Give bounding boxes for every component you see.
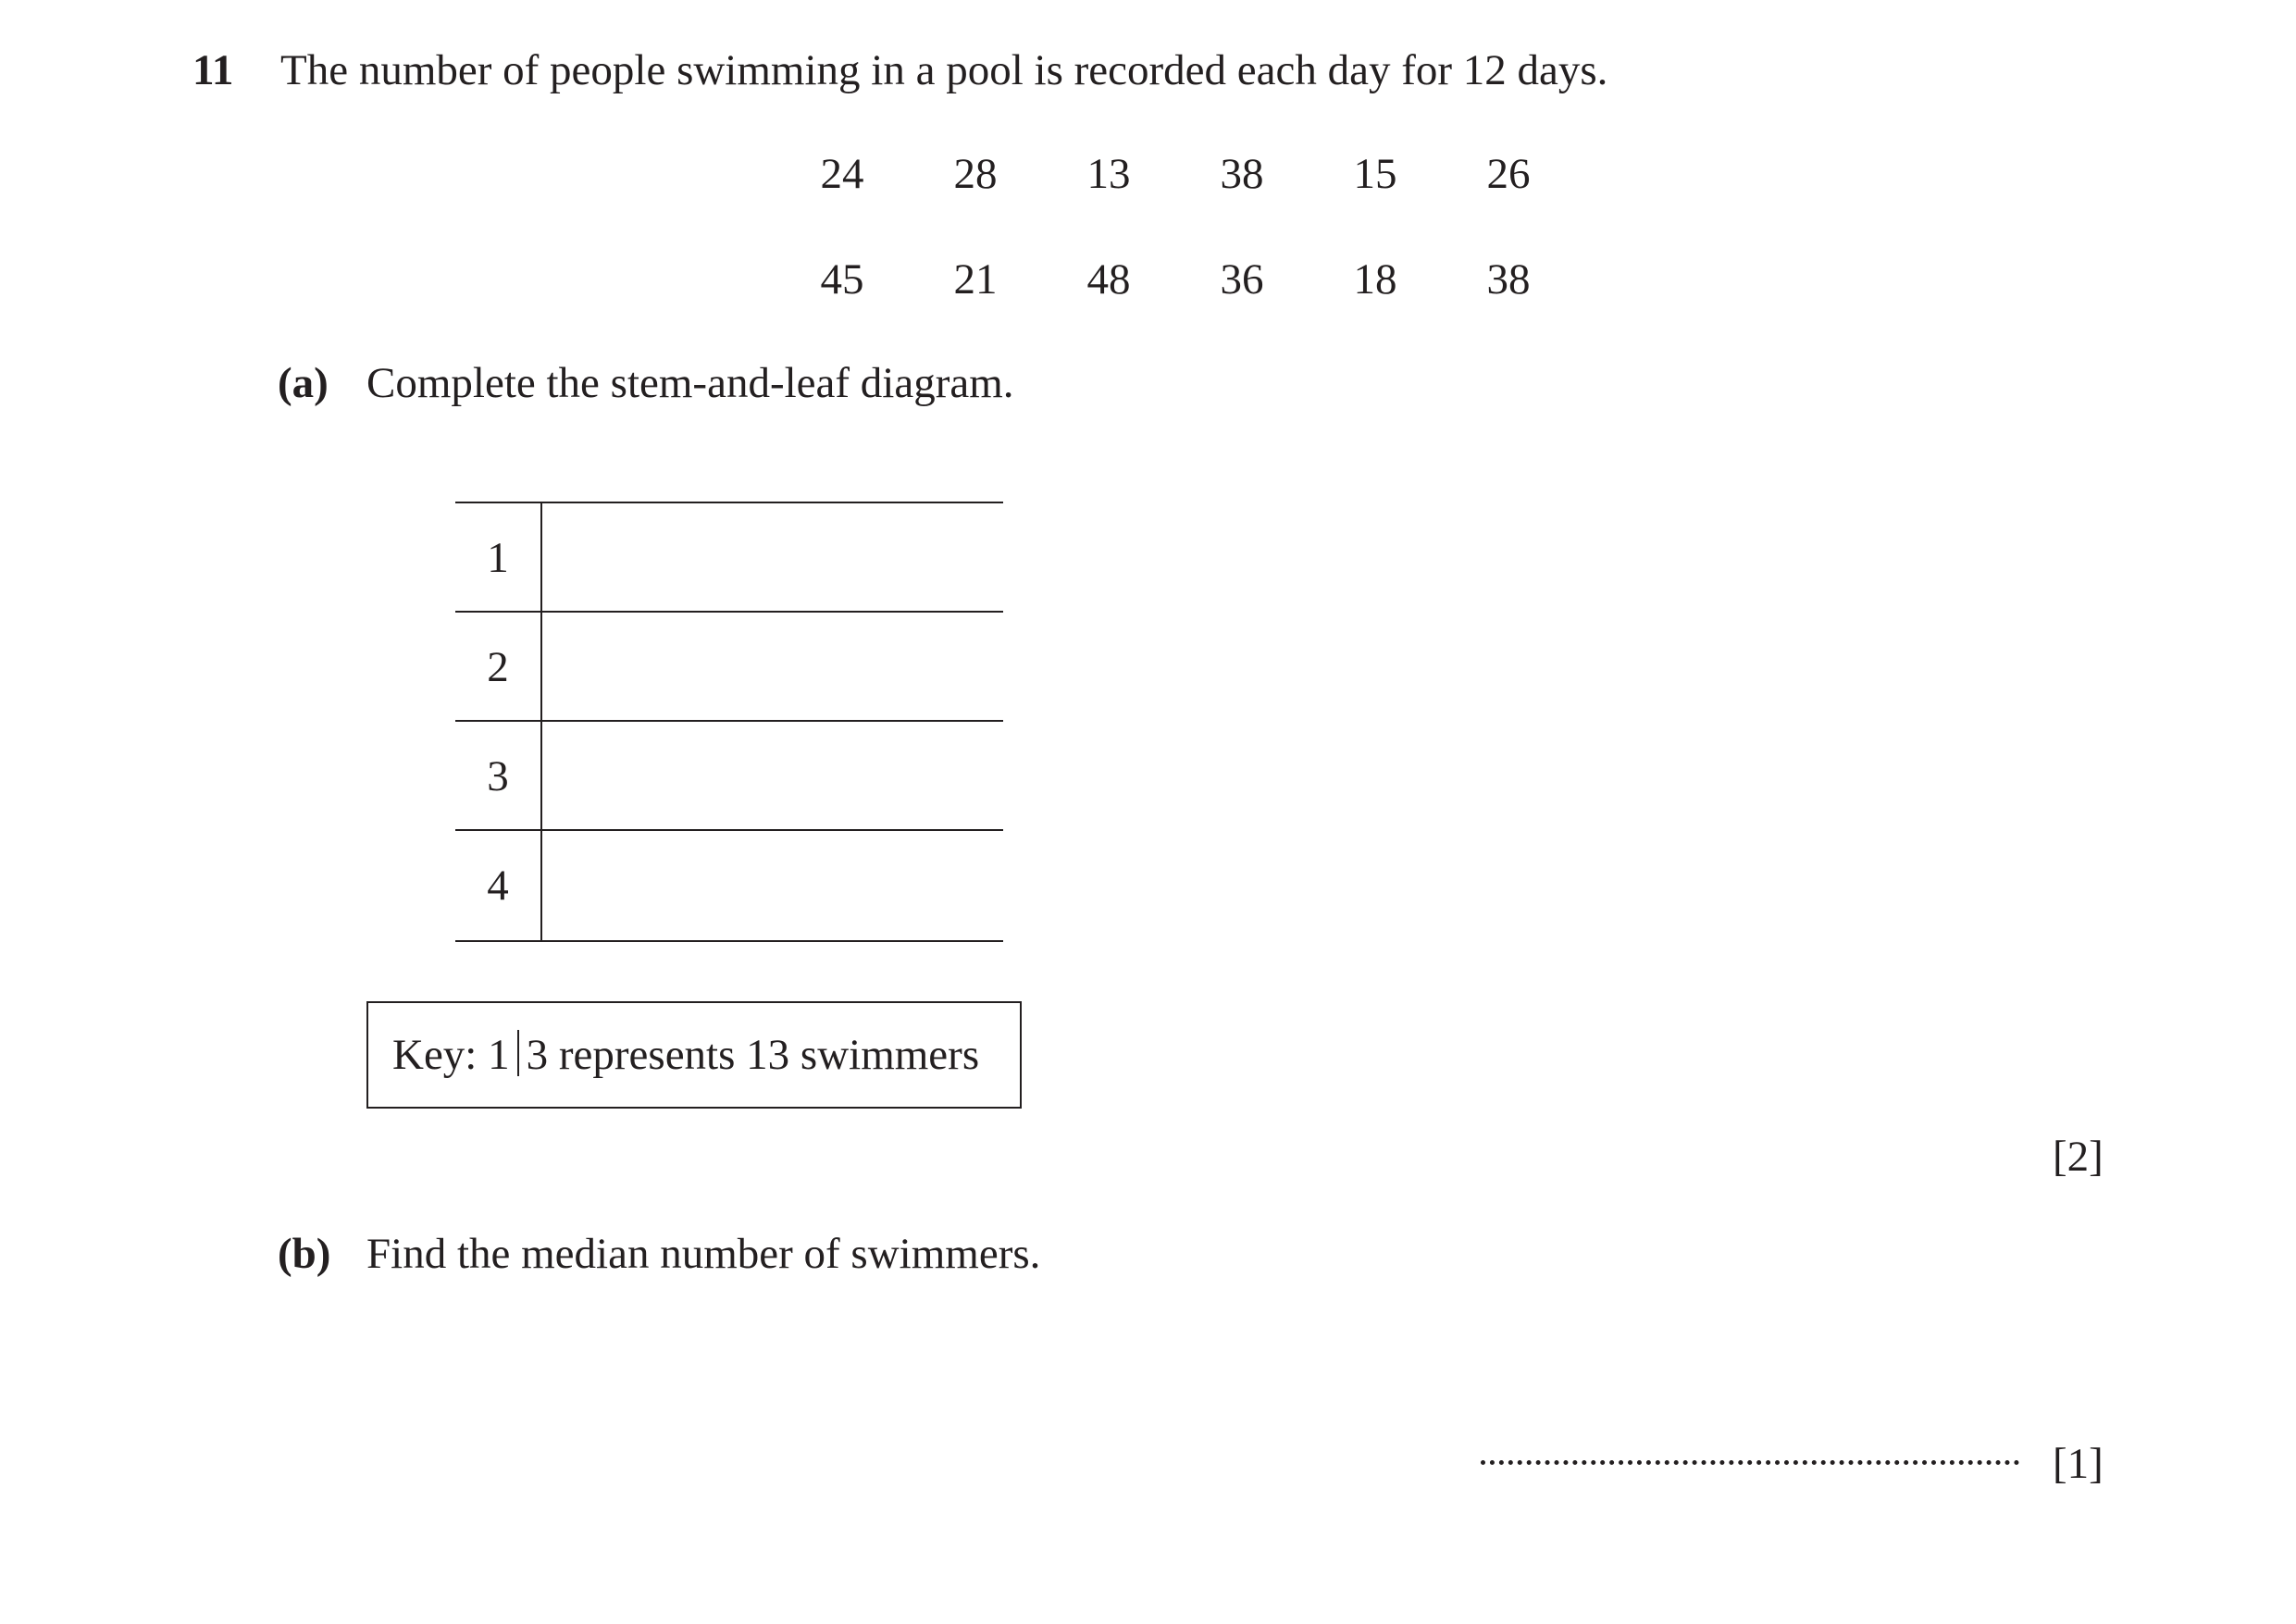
part-a-marks: [2] [2053, 1133, 2104, 1181]
key-divider [517, 1030, 519, 1076]
data-value: 36 [1220, 255, 1264, 304]
stem-cell: 4 [455, 831, 542, 940]
question-text: The number of people swimming in a pool is recorded each day for 12 days. [280, 46, 1608, 94]
key-leaf: 3 [526, 1031, 549, 1079]
key-prefix: Key: [392, 1031, 478, 1079]
data-value: 13 [1086, 150, 1131, 198]
data-value: 28 [953, 150, 998, 198]
stem-leaf-row [455, 720, 1003, 831]
stem-cell: 2 [455, 613, 542, 722]
data-value: 38 [1486, 255, 1531, 304]
question-number: 11 [192, 46, 234, 94]
data-row-1 [787, 146, 1531, 202]
stem-leaf-row [455, 502, 1003, 613]
leaf-answer-cell[interactable] [542, 613, 1003, 722]
part-b-marks: [1] [2053, 1440, 2104, 1488]
data-value: 18 [1353, 255, 1397, 304]
part-a-label: (a) [278, 359, 329, 407]
data-value: 21 [953, 255, 998, 304]
data-row-2 [787, 252, 1531, 307]
part-b-text: Find the median number of swimmers. [366, 1230, 1041, 1278]
answer-line[interactable] [1481, 1455, 2019, 1465]
data-value: 26 [1486, 150, 1531, 198]
leaf-answer-cell[interactable] [542, 503, 1003, 613]
stem-leaf-row [455, 829, 1003, 942]
data-value: 24 [820, 150, 864, 198]
stem-cell: 1 [455, 503, 542, 613]
data-value: 38 [1220, 150, 1264, 198]
stem-leaf-row [455, 611, 1003, 722]
key-suffix: represents 13 swimmers [558, 1031, 980, 1079]
data-value: 15 [1353, 150, 1397, 198]
leaf-answer-cell[interactable] [542, 722, 1003, 831]
data-value: 45 [820, 255, 864, 304]
key-box [366, 1001, 1022, 1109]
key-stem: 1 [488, 1031, 510, 1079]
part-a-text: Complete the stem-and-leaf diagram. [366, 359, 1014, 407]
stem-cell: 3 [455, 722, 542, 831]
leaf-answer-cell[interactable] [542, 831, 1003, 940]
data-value: 48 [1086, 255, 1131, 304]
part-b-label: (b) [278, 1230, 331, 1278]
stem-and-leaf-table [455, 502, 1003, 940]
